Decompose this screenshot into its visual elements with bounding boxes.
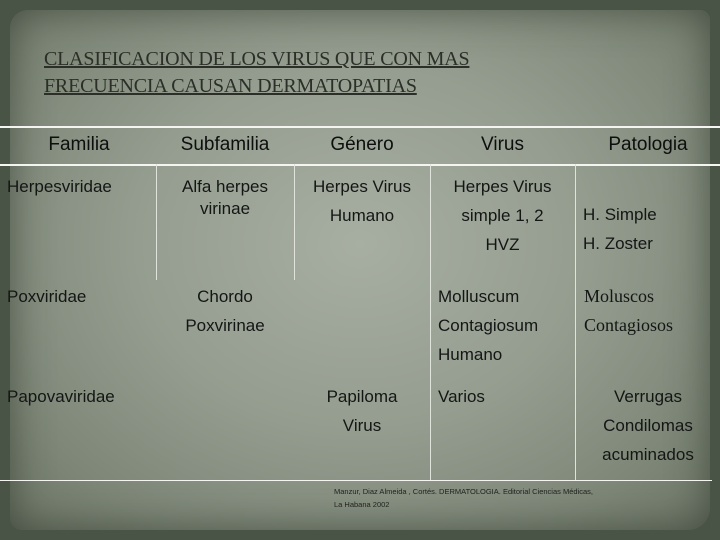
cell-line: Humano xyxy=(329,206,395,225)
cell-line: Poxvirinae xyxy=(185,316,265,335)
cell-line: Varios xyxy=(438,387,485,406)
cell-virus xyxy=(438,282,538,369)
cell-line: acuminados xyxy=(602,445,694,464)
cell-familia: Papovaviridae xyxy=(7,387,115,406)
slide-title xyxy=(44,46,604,100)
cell-line: Alfa herpes xyxy=(182,177,268,196)
cell-line: Herpes Virus xyxy=(453,177,552,196)
cell-virus xyxy=(430,172,575,259)
header-virus: Virus xyxy=(481,134,524,155)
cell-line: Contagiosum xyxy=(438,316,539,335)
header-bottom-rule xyxy=(0,164,720,166)
citation-line-1: Manzur, Diaz Almeida , Cortés. DERMATOLOGIA. Editorial Ciencias Médicas, xyxy=(334,487,593,496)
cell-line: H. Simple xyxy=(583,205,657,224)
cell-patologia xyxy=(584,282,673,340)
table-top-rule xyxy=(0,126,720,128)
cell-line: Molluscum xyxy=(438,287,520,306)
cell-genero xyxy=(294,172,430,230)
cell-line: simple 1, 2 xyxy=(461,206,544,225)
title-line-1: CLASIFICACION DE LOS VIRUS QUE CON MAS xyxy=(44,48,470,70)
cell-patologia xyxy=(578,382,718,469)
cell-line: Chordo xyxy=(197,287,253,306)
cell-subfamilia xyxy=(156,172,294,223)
cell-line: Humano xyxy=(438,345,503,364)
cell-line: HVZ xyxy=(485,235,520,254)
cell-line: Condilomas xyxy=(603,416,693,435)
cell-virus xyxy=(438,382,485,411)
cell-familia: Poxviridae xyxy=(7,287,87,306)
header-familia: Familia xyxy=(48,134,110,155)
source-citation xyxy=(334,485,664,511)
cell-subfamilia xyxy=(156,282,294,340)
cell-line: Verrugas xyxy=(613,387,683,406)
cell-line: Contagiosos xyxy=(584,315,674,335)
column-divider xyxy=(575,164,576,480)
cell-line: virinae xyxy=(199,199,251,218)
header-patologia: Patologia xyxy=(608,134,688,155)
title-line-2: FRECUENCIA CAUSAN DERMATOPATIAS xyxy=(44,75,417,97)
cell-familia: Herpesviridae xyxy=(7,177,112,196)
header-subfamilia: Subfamilia xyxy=(180,134,270,155)
cell-line: Papiloma xyxy=(326,387,398,406)
cell-line: Moluscos xyxy=(584,286,655,306)
cell-line: H. Zoster xyxy=(583,234,653,253)
table-bottom-rule xyxy=(0,480,712,481)
header-genero: Género xyxy=(330,134,394,155)
cell-patologia xyxy=(583,200,657,258)
cell-line: Virus xyxy=(342,416,382,435)
citation-line-2: La Habana 2002 xyxy=(334,500,390,509)
cell-genero xyxy=(294,382,430,440)
cell-line: Herpes Virus xyxy=(313,177,411,196)
